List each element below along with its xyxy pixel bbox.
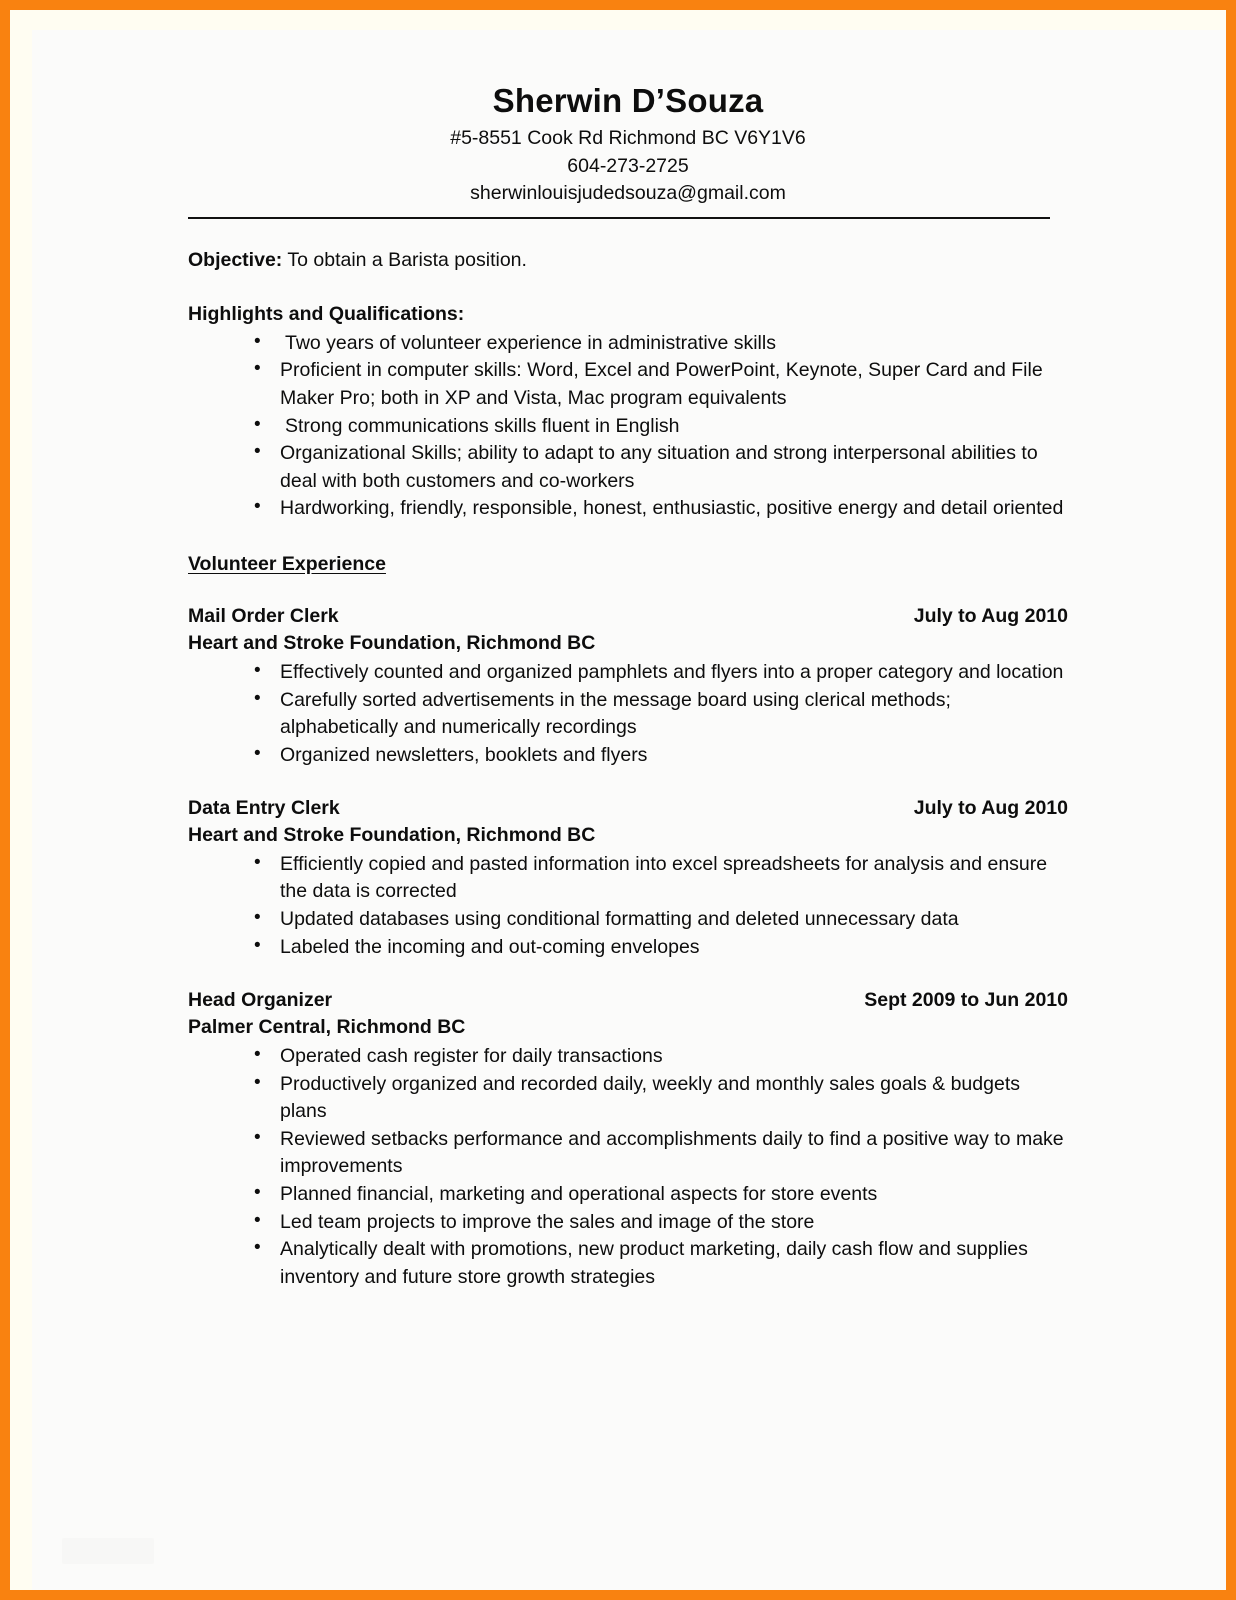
list-item: • Organized newsletters, booklets and flyers — [188, 742, 1068, 769]
list-item: • Labeled the incoming and out-coming envelopes — [188, 934, 1068, 961]
job-organization: Heart and Stroke Foundation, Richmond BC — [188, 823, 596, 846]
list-item: • Proficient in computer skills: Word, Excel and PowerPoint, Keynote, Super Card and File Maker Pro; both in XP and Vista, Mac program equivalents — [188, 357, 1068, 412]
job-header-row — [188, 987, 1068, 1014]
list-item: • Updated databases using conditional formatting and deleted unnecessary data — [188, 906, 1068, 933]
list-item: • Led team projects to improve the sales and image of the store — [188, 1209, 1068, 1236]
resume-document — [188, 82, 1068, 1292]
objective-label: Objective: — [188, 249, 283, 271]
list-item: • Analytically dealt with promotions, new product marketing, daily cash flow and supplies inventory and future store growth strategies — [188, 1236, 1068, 1291]
objective-text: To obtain a Barista position. — [282, 249, 527, 271]
job-dates: Sept 2009 to Jun 2010 — [864, 989, 1068, 1012]
list-item: • Reviewed setbacks performance and accomplishments daily to find a positive way to make improvements — [188, 1126, 1068, 1181]
list-item: • Efficiently copied and pasted information into excel spreadsheets for analysis and ensure the data is corrected — [188, 851, 1068, 906]
applicant-phone: 604-273-2725 — [567, 154, 689, 177]
highlights-list — [188, 330, 1068, 523]
experience-entry — [188, 795, 1068, 961]
scan-artifact — [62, 1538, 154, 1564]
job-header-row — [188, 795, 1068, 822]
highlights-section — [188, 301, 1068, 522]
applicant-name: Sherwin D’Souza — [492, 82, 764, 119]
list-item: • Productively organized and recorded daily, weekly and monthly sales goals & budgets plans — [188, 1071, 1068, 1126]
job-organization: Palmer Central, Richmond BC — [188, 1015, 466, 1038]
experience-entry — [188, 987, 1068, 1291]
experience-heading-wrap — [188, 551, 1068, 577]
header-divider — [188, 217, 1050, 219]
list-item: • Operated cash register for daily transactions — [188, 1043, 1068, 1070]
job-duties-list — [188, 1043, 1068, 1291]
list-item: • Two years of volunteer experience in administrative skills — [188, 330, 1068, 357]
list-item: • Hardworking, friendly, responsible, honest, enthusiastic, positive energy and detail oriented — [188, 495, 1068, 522]
job-title: Data Entry Clerk — [188, 797, 340, 820]
list-item: • Carefully sorted advertisements in the message board using clerical methods; alphabetically and numerically recordings — [188, 687, 1068, 742]
objective-section — [188, 247, 1068, 273]
job-header-row — [188, 603, 1068, 630]
experience-entry — [188, 603, 1068, 769]
highlights-heading: Highlights and Qualifications: — [188, 303, 465, 326]
experience-section — [188, 551, 1068, 1291]
list-item: • Planned financial, marketing and operational aspects for store events — [188, 1181, 1068, 1208]
job-title: Mail Order Clerk — [188, 605, 339, 628]
job-dates: July to Aug 2010 — [913, 797, 1068, 820]
list-item: • Strong communications skills fluent in English — [188, 413, 1068, 440]
applicant-address: #5-8551 Cook Rd Richmond BC V6Y1V6 — [450, 126, 806, 149]
list-item: • Organizational Skills; ability to adapt to any situation and strong interpersonal abilities to deal with both customers and co-workers — [188, 440, 1068, 495]
experience-heading: Volunteer Experience — [188, 552, 386, 575]
resume-header — [188, 82, 1068, 219]
resume-page — [32, 30, 1226, 1590]
job-organization: Heart and Stroke Foundation, Richmond BC — [188, 631, 596, 654]
objective-line — [188, 247, 1068, 273]
job-duties-list — [188, 851, 1068, 961]
job-title: Head Organizer — [188, 989, 333, 1012]
applicant-email: sherwinlouisjudedsouza@gmail.com — [470, 182, 786, 205]
page-margin-gap — [10, 10, 1226, 1590]
job-dates: July to Aug 2010 — [913, 605, 1068, 628]
list-item: • Effectively counted and organized pamphlets and flyers into a proper category and location — [188, 659, 1068, 686]
job-duties-list — [188, 659, 1068, 769]
